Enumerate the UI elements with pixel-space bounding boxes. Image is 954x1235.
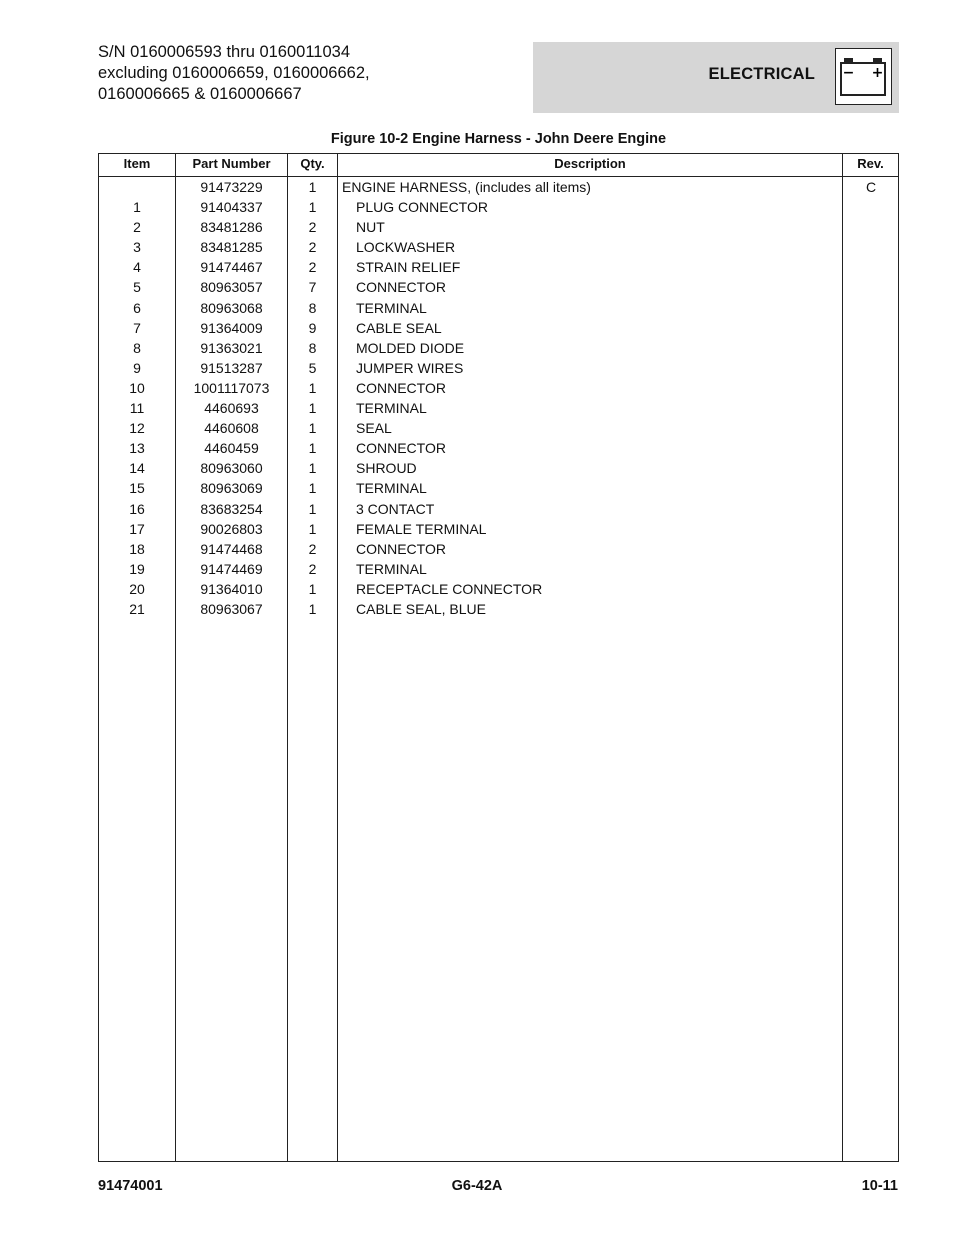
row-quantity: 1 — [308, 480, 317, 497]
row-description: ENGINE HARNESS, (includes all items) — [342, 179, 591, 195]
serial-line-1: S/N 0160006593 thru 0160011034 — [98, 43, 350, 61]
footer-page-number: 10-11 — [861, 1178, 898, 1194]
table-row — [99, 318, 898, 338]
row-quantity: 9 — [308, 319, 317, 336]
row-item-number: 6 — [133, 299, 141, 316]
row-part-number: 91474469 — [200, 560, 263, 577]
column-header-part-number: Part Number — [192, 156, 271, 171]
row-item-number: 1 — [133, 199, 141, 216]
table-row — [99, 438, 898, 458]
row-description: FEMALE TERMINAL — [356, 520, 487, 537]
column-header-qty: Qty. — [300, 156, 325, 171]
row-description: CONNECTOR — [356, 440, 446, 457]
table-row — [99, 579, 898, 599]
column-header-item: Item — [123, 156, 151, 171]
table-row — [99, 358, 898, 378]
serial-number-range — [98, 42, 370, 105]
row-item-number: 8 — [133, 339, 141, 356]
row-quantity: 1 — [308, 420, 317, 437]
row-description: CABLE SEAL — [356, 319, 442, 336]
row-item-number: 13 — [129, 440, 145, 457]
row-description: TERMINAL — [356, 400, 427, 417]
battery-plus-sign: + — [871, 65, 884, 81]
row-part-number: 80963068 — [200, 299, 263, 316]
table-row — [99, 197, 898, 217]
row-item-number: 12 — [129, 420, 145, 437]
row-item-number: 9 — [133, 359, 141, 376]
row-part-number: 80963067 — [200, 600, 263, 617]
table-row — [99, 257, 898, 277]
section-title: ELECTRICAL — [708, 65, 815, 83]
row-quantity: 1 — [308, 199, 317, 216]
row-part-number: 90026803 — [200, 520, 263, 537]
row-quantity: 1 — [308, 600, 317, 617]
row-part-number: 91364009 — [200, 319, 263, 336]
row-part-number: 83481286 — [200, 219, 263, 236]
serial-line-3: 0160006665 & 0160006667 — [98, 85, 302, 103]
table-row — [99, 217, 898, 237]
row-item-number: 2 — [133, 219, 141, 236]
row-item-number: 3 — [133, 239, 141, 256]
battery-icon — [835, 48, 892, 105]
column-header-rev: Rev. — [857, 156, 884, 171]
table-row — [99, 177, 898, 197]
row-description: TERMINAL — [356, 480, 427, 497]
row-part-number: 4460608 — [204, 420, 259, 437]
row-description: TERMINAL — [356, 299, 427, 316]
row-quantity: 1 — [308, 520, 317, 537]
table-row — [99, 599, 898, 619]
row-part-number: 83683254 — [200, 500, 263, 517]
row-description: 3 CONTACT — [356, 500, 435, 517]
row-part-number: 80963069 — [200, 480, 263, 497]
row-item-number: 18 — [129, 540, 145, 557]
row-description: JUMPER WIRES — [356, 359, 464, 376]
row-quantity: 1 — [308, 400, 317, 417]
table-row — [99, 398, 898, 418]
table-row — [99, 338, 898, 358]
row-item-number: 5 — [133, 279, 141, 296]
row-part-number: 91513287 — [200, 359, 263, 376]
row-quantity: 1 — [308, 460, 317, 477]
row-part-number: 4460459 — [204, 440, 259, 457]
row-quantity: 2 — [308, 259, 317, 276]
row-item-number: 16 — [129, 500, 145, 517]
row-part-number: 4460693 — [204, 400, 259, 417]
parts-table — [98, 153, 899, 1162]
figure-title: Figure 10-2 Engine Harness - John Deere Engine — [330, 131, 667, 147]
row-quantity: 2 — [308, 540, 317, 557]
row-item-number: 17 — [129, 520, 145, 537]
row-quantity: 1 — [308, 500, 317, 517]
row-description: MOLDED DIODE — [356, 339, 465, 356]
table-row — [99, 478, 898, 498]
row-quantity: 1 — [308, 580, 317, 597]
row-part-number: 91363021 — [200, 339, 263, 356]
row-item-number: 11 — [129, 400, 145, 417]
table-row — [99, 539, 898, 559]
row-item-number: 14 — [129, 460, 145, 477]
row-quantity: 8 — [308, 339, 317, 356]
table-row — [99, 499, 898, 519]
row-quantity: 1 — [308, 179, 317, 195]
table-row — [99, 458, 898, 478]
table-row — [99, 237, 898, 257]
row-quantity: 7 — [308, 279, 317, 296]
row-description: SHROUD — [356, 460, 417, 477]
table-body — [99, 177, 898, 619]
row-description: CONNECTOR — [356, 279, 446, 296]
row-item-number: 15 — [129, 480, 145, 497]
row-description: SEAL — [356, 420, 392, 437]
row-item-number: 7 — [133, 319, 141, 336]
row-description: CABLE SEAL, BLUE — [356, 600, 486, 617]
row-part-number: 91364010 — [200, 580, 263, 597]
row-part-number: 83481285 — [200, 239, 263, 256]
table-row — [99, 418, 898, 438]
footer-model: G6-42A — [451, 1178, 503, 1194]
row-description: PLUG CONNECTOR — [356, 199, 488, 216]
row-description: TERMINAL — [356, 560, 427, 577]
row-description: CONNECTOR — [356, 379, 446, 396]
row-part-number: 91404337 — [200, 199, 263, 216]
row-part-number: 91474468 — [200, 540, 263, 557]
row-quantity: 8 — [308, 299, 317, 316]
row-quantity: 2 — [308, 239, 317, 256]
row-part-number: 91473229 — [200, 179, 263, 195]
row-description: RECEPTACLE CONNECTOR — [356, 580, 543, 597]
table-row — [99, 378, 898, 398]
table-row — [99, 559, 898, 579]
row-quantity: 1 — [308, 379, 317, 396]
column-header-description: Description — [554, 156, 626, 171]
row-item-number: 10 — [129, 379, 145, 396]
row-quantity: 2 — [308, 560, 317, 577]
row-part-number: 91474467 — [200, 259, 263, 276]
footer-part-number: 91474001 — [98, 1178, 163, 1194]
row-part-number: 80963060 — [200, 460, 263, 477]
row-description: CONNECTOR — [356, 540, 446, 557]
row-description: NUT — [356, 219, 385, 236]
section-header — [533, 42, 899, 113]
row-item-number: 21 — [129, 600, 145, 617]
row-part-number: 1001117073 — [193, 379, 270, 396]
battery-minus-sign: − — [842, 65, 855, 81]
table-row — [99, 298, 898, 318]
row-description: LOCKWASHER — [356, 239, 456, 256]
row-item-number: 4 — [133, 259, 141, 276]
table-row — [99, 519, 898, 539]
row-description: STRAIN RELIEF — [356, 259, 461, 276]
row-quantity: 5 — [308, 359, 317, 376]
table-row — [99, 277, 898, 297]
row-revision: C — [865, 179, 877, 195]
row-quantity: 1 — [308, 440, 317, 457]
row-item-number: 20 — [129, 580, 145, 597]
row-quantity: 2 — [308, 219, 317, 236]
serial-line-2: excluding 0160006659, 0160006662, — [98, 64, 370, 82]
battery-icon-graphic — [836, 49, 890, 103]
row-item-number: 19 — [129, 560, 145, 577]
row-part-number: 80963057 — [200, 279, 263, 296]
